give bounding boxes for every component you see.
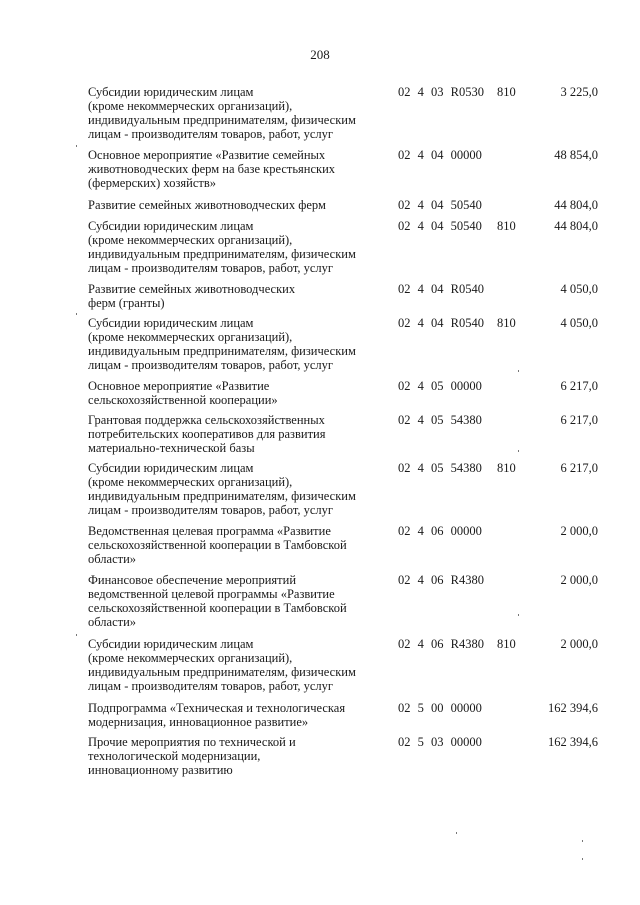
row-amount: 48 854,0 — [554, 148, 598, 162]
row-vr: 810 — [497, 461, 516, 475]
row-amount: 6 217,0 — [560, 379, 598, 393]
row-vr: 810 — [497, 219, 516, 233]
row-name: Субсидии юридическим лицам (кроме некоммерческих организаций), индивидуальным предпринимателям, физическим лицам - производителям товаров, работ, услуг — [88, 637, 356, 693]
scan-speck — [582, 840, 583, 842]
row-amount: 44 804,0 — [554, 198, 598, 212]
row-code: 02 4 06 00000 — [398, 524, 482, 538]
scan-speck — [518, 370, 519, 372]
row-name: Основное мероприятие «Развитие семейных животноводческих ферм на базе крестьянских (фермерских) хозяйств» — [88, 148, 336, 190]
row-name: Субсидии юридическим лицам (кроме некоммерческих организаций), индивидуальным предпринимателям, физическим лицам - производителям товаров, работ, услуг — [88, 316, 356, 372]
row-name: Субсидии юридическим лицам (кроме некоммерческих организаций), индивидуальным предпринимателям, физическим лицам - производителям товаров, работ, услуг — [88, 219, 356, 275]
row-code: 02 5 03 00000 — [398, 735, 482, 749]
row-name: Ведомственная целевая программа «Развитие сельскохозяйственной кооперации в Тамбовской области» — [88, 524, 347, 566]
scan-speck — [518, 450, 519, 452]
row-code: 02 4 04 R0540 — [398, 282, 484, 296]
scan-speck — [582, 858, 583, 860]
row-amount: 6 217,0 — [560, 461, 598, 475]
row-vr: 810 — [497, 316, 516, 330]
row-amount: 162 394,6 — [548, 735, 598, 749]
row-code: 02 4 04 50540 — [398, 219, 482, 233]
page-number: 208 — [310, 47, 330, 62]
scan-speck — [76, 313, 77, 315]
row-code: 02 4 03 R0530 — [398, 85, 484, 99]
row-amount: 4 050,0 — [560, 282, 598, 296]
row-code: 02 4 06 R4380 — [398, 573, 484, 587]
scan-speck — [456, 832, 457, 834]
row-amount: 2 000,0 — [560, 637, 598, 651]
row-name: Развитие семейных животноводческих ферм — [88, 198, 326, 212]
row-name: Субсидии юридическим лицам (кроме некоммерческих организаций), индивидуальным предпринимателям, физическим лицам - производителям товаров, работ, услуг — [88, 461, 356, 517]
row-code: 02 5 00 00000 — [398, 701, 482, 715]
row-amount: 44 804,0 — [554, 219, 598, 233]
scan-speck — [518, 614, 519, 616]
row-name: Прочие мероприятия по технической и технологической модернизации, инновационному развитию — [88, 735, 296, 777]
row-code: 02 4 06 R4380 — [398, 637, 484, 651]
row-amount: 2 000,0 — [560, 573, 598, 587]
row-code: 02 4 05 54380 — [398, 461, 482, 475]
row-amount: 6 217,0 — [560, 413, 598, 427]
scan-speck — [76, 145, 77, 147]
row-code: 02 4 04 00000 — [398, 148, 482, 162]
row-vr: 810 — [497, 637, 516, 651]
scan-speck — [76, 634, 77, 636]
row-name: Грантовая поддержка сельскохозяйственных потребительских кооперативов для развития материально-технической базы — [88, 413, 326, 455]
row-amount: 162 394,6 — [548, 701, 598, 715]
row-code: 02 4 05 54380 — [398, 413, 482, 427]
row-name: Развитие семейных животноводческих ферм (гранты) — [88, 282, 296, 310]
row-amount: 2 000,0 — [560, 524, 598, 538]
row-code: 02 4 04 50540 — [398, 198, 482, 212]
row-name: Подпрограмма «Техническая и технологическая модернизация, инновационное развитие» — [88, 701, 346, 729]
row-vr: 810 — [497, 85, 516, 99]
row-name: Субсидии юридическим лицам (кроме некоммерческих организаций), индивидуальным предпринимателям, физическим лицам - производителям товаров, работ, услуг — [88, 85, 356, 141]
row-amount: 4 050,0 — [560, 316, 598, 330]
row-amount: 3 225,0 — [560, 85, 598, 99]
row-code: 02 4 04 R0540 — [398, 316, 484, 330]
row-code: 02 4 05 00000 — [398, 379, 482, 393]
row-name: Финансовое обеспечение мероприятий ведомственной целевой программы «Развитие сельскохозяйственной кооперации в Тамбовской области» — [88, 573, 347, 629]
row-name: Основное мероприятие «Развитие сельскохозяйственной кооперации» — [88, 379, 278, 407]
